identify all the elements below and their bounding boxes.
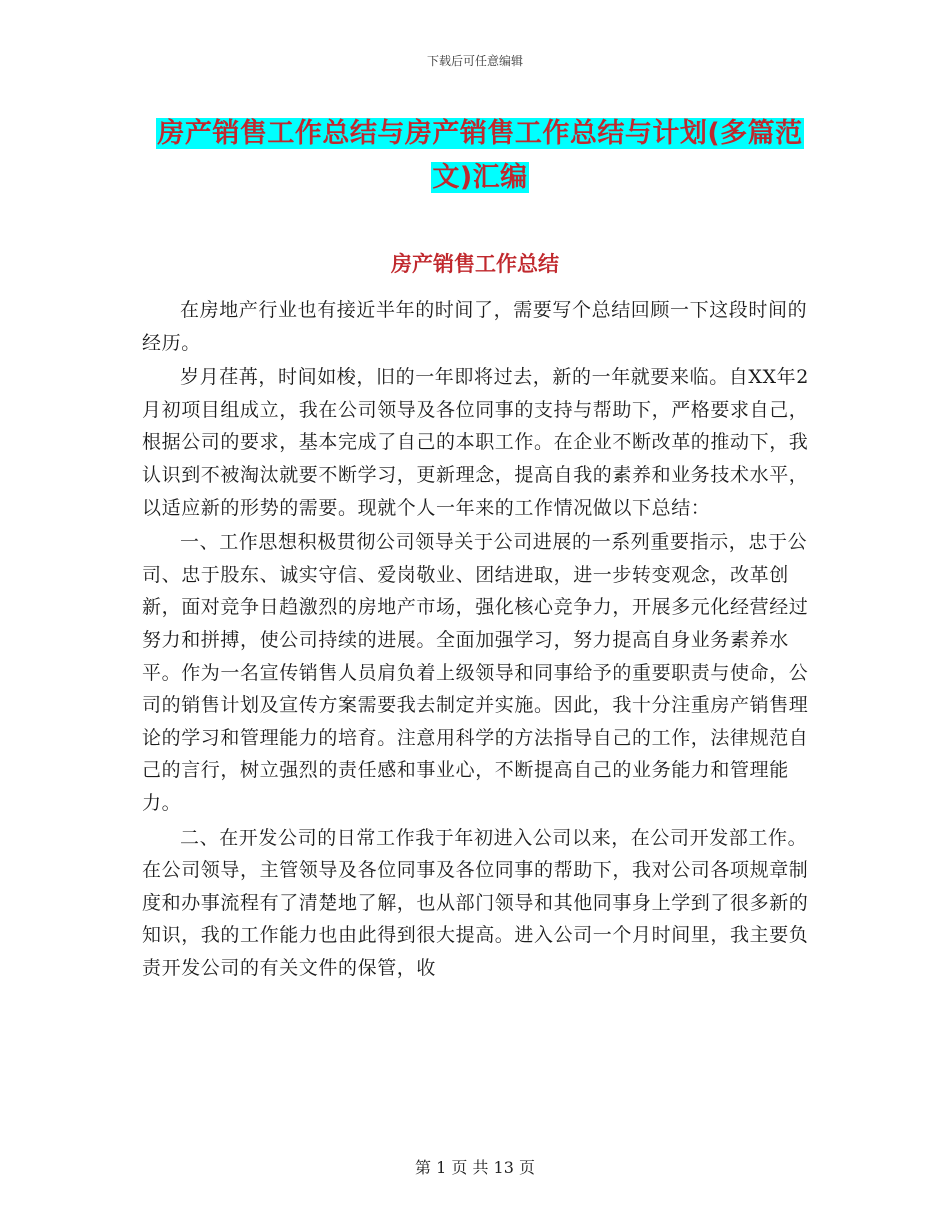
title-line-2: 文)汇编	[432, 162, 528, 193]
title-line-1: 房产销售工作总结与房产销售工作总结与计划(多篇范	[157, 118, 803, 149]
paragraph: 二、在开发公司的日常工作我于年初进入公司以来，在公司开发部工作。在公司领导，主管领导及各位同事及各位同事的帮助下，我对公司各项规章制度和办事流程有了清楚地了解，也从部门领导和其他同事身上学到了很多新的知识，我的工作能力也由此得到很大提高。进入公司一个月时间里，我主要负责开发公司的有关文件的保管，收	[142, 826, 809, 979]
paragraph: 岁月荏苒，时间如梭，旧的一年即将过去，新的一年就要来临。自XX年2月初项目组成立，我在公司领导及各位同事的支持与帮助下，严格要求自己，根据公司的要求，基本完成了自己的本职工作。在企业不断改革的推动下，我认识到不被淘汰就要不断学习，更新理念，提高自我的素养和业务技术水平，以适应新的形势的需要。现就个人一年来的工作情况做以下总结：	[142, 366, 809, 519]
document-body	[142, 294, 812, 984]
page-header: 下载后可任意编辑	[426, 54, 523, 68]
document-title	[140, 112, 820, 200]
paragraph: 一、工作思想积极贯彻公司领导关于公司进展的一系列重要指示，忠于公司、忠于股东、诚实守信、爱岗敬业、团结进取，进一步转变观念，改革创新，面对竞争日趋激烈的房地产市场，强化核心竞争力，开展多元化经营经过努力和拼搏，使公司持续的进展。全面加强学习，努力提高自身业务素养水平。作为一名宣传销售人员肩负着上级领导和同事给予的重要职责与使命，公司的销售计划及宣传方案需要我去制定并实施。因此，我十分注重房产销售理论的学习和管理能力的培育。注意用科学的方法指导自己的工作，法律规范自己的言行，树立强烈的责任感和事业心，不断提高自己的业务能力和管理能力。	[142, 531, 809, 814]
page-footer: 第 1 页 共 13 页	[415, 1158, 535, 1177]
section-heading: 房产销售工作总结	[391, 252, 559, 276]
paragraph: 在房地产行业也有接近半年的时间了，需要写个总结回顾一下这段时间的经历。	[142, 299, 808, 354]
